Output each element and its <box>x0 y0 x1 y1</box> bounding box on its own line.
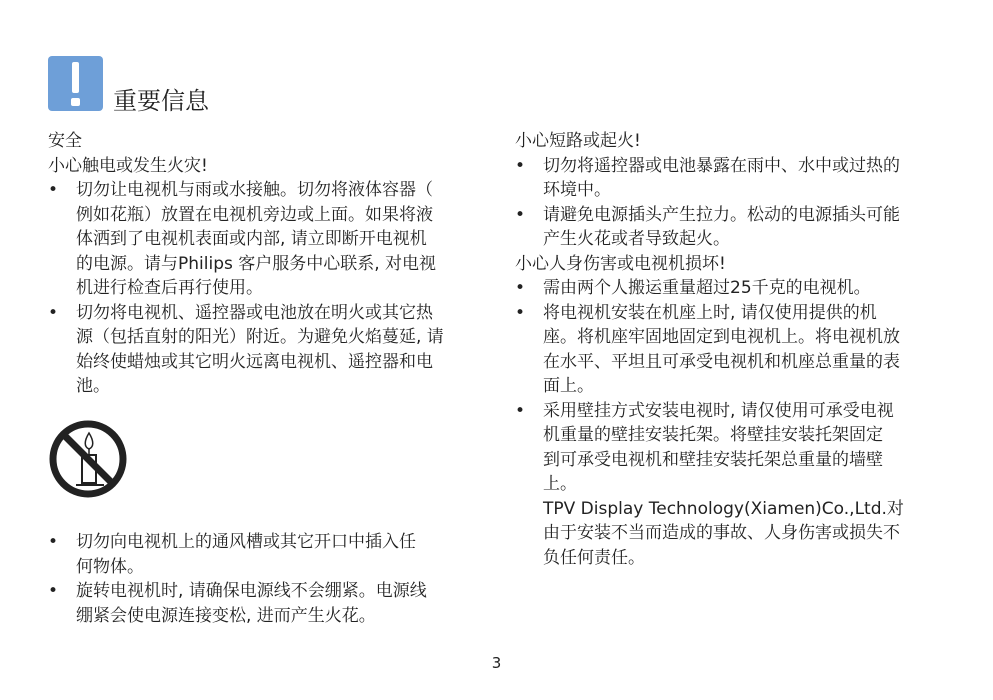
text-line: 的电源。请与Philips 客户服务中心联系, 对电视 <box>76 253 437 274</box>
right-column <box>515 129 955 570</box>
bullet: • <box>48 302 59 323</box>
text-line: 切勿将电视机、遥控器或电池放在明火或其它热 <box>76 302 433 323</box>
text-line: 体洒到了电视机表面或内部, 请立即断开电视机 <box>76 229 427 249</box>
text-line: 绷紧会使电源连接变松, 进而产生火花。 <box>76 605 376 626</box>
list-item <box>48 579 478 628</box>
disclaimer <box>515 497 955 571</box>
text-line: 由于安装不当而造成的事故、人身伤害或损失不 <box>543 523 900 543</box>
text-line: 切勿将遥控器或电池暴露在雨中、水中或过热的 <box>543 155 900 176</box>
text-line: 采用壁挂方式安装电视时, 请仅使用可承受电视 <box>543 400 894 421</box>
page-title: 重要信息 <box>113 87 209 115</box>
list-item <box>515 154 955 203</box>
list-item <box>48 530 478 579</box>
text-line: 到可承受电视机和壁挂安装托架总重量的墙壁 <box>543 449 883 470</box>
text-line: 切勿向电视机上的通风槽或其它开口中插入任 <box>76 532 416 552</box>
text-line: 在水平、平坦且可承受电视机和机座总重量的表 <box>543 351 900 372</box>
text-line: 产生火花或者导致起火。 <box>543 229 730 249</box>
left-column <box>48 129 478 628</box>
list-item <box>48 301 478 399</box>
section-heading-safety: 安全 <box>48 131 82 151</box>
bullet: • <box>515 400 526 421</box>
list-item <box>515 399 955 497</box>
no-candle-icon <box>48 419 128 499</box>
list-item <box>515 203 955 252</box>
list-item <box>515 276 955 301</box>
warning-heading-shock-fire: 小心触电或发生火灾! <box>48 155 208 176</box>
text-line: 将电视机安装在机座上时, 请仅使用提供的机 <box>543 302 877 323</box>
bullet: • <box>48 180 59 200</box>
text-line: 上。 <box>543 474 577 494</box>
text-line: 请避免电源插头产生拉力。松动的电源插头可能 <box>543 204 900 225</box>
text-line: 面上。 <box>543 376 594 396</box>
page-number: 3 <box>491 654 502 672</box>
list-item <box>515 301 955 399</box>
text-line: 机重量的壁挂安装托架。将壁挂安装托架固定 <box>543 425 883 445</box>
text-line: 始终使蜡烛或其它明火远离电视机、遥控器和电 <box>76 351 433 372</box>
warning-heading-injury: 小心人身伤害或电视机损坏! <box>515 253 726 274</box>
text-line: TPV Display Technology(Xiamen)Co.,Ltd.对 <box>543 498 904 519</box>
text-line: 负任何责任。 <box>543 547 645 568</box>
candle-flame <box>85 433 93 449</box>
text-line: 池。 <box>76 376 110 396</box>
bullet: • <box>515 204 526 225</box>
text-line: 旋转电视机时, 请确保电源线不会绷紧。电源线 <box>76 581 427 601</box>
text-line: 切勿让电视机与雨或水接触。切勿将液体容器（ <box>76 180 433 200</box>
text-line: 何物体。 <box>76 556 144 577</box>
list-item <box>48 178 478 301</box>
text-line: 需由两个人搬运重量超过25千克的电视机。 <box>543 278 871 298</box>
bullet: • <box>515 278 526 298</box>
text-line: 例如花瓶）放置在电视机旁边或上面。如果将液 <box>76 204 433 225</box>
bullet: • <box>48 581 59 601</box>
warning-heading-short-circuit: 小心短路或起火! <box>515 131 641 151</box>
bullet: • <box>48 532 59 552</box>
text-line: 座。将机座牢固地固定到电视机上。将电视机放 <box>543 327 900 347</box>
exclamation-icon <box>48 56 103 111</box>
text-line: 机进行检查后再行使用。 <box>76 278 263 298</box>
text-line: 源（包括直射的阳光）附近。为避免火焰蔓延, 请 <box>76 327 444 347</box>
text-line: 环境中。 <box>543 180 611 200</box>
bullet: • <box>515 302 526 323</box>
prohibition-slash <box>63 434 113 484</box>
bullet: • <box>515 155 526 176</box>
